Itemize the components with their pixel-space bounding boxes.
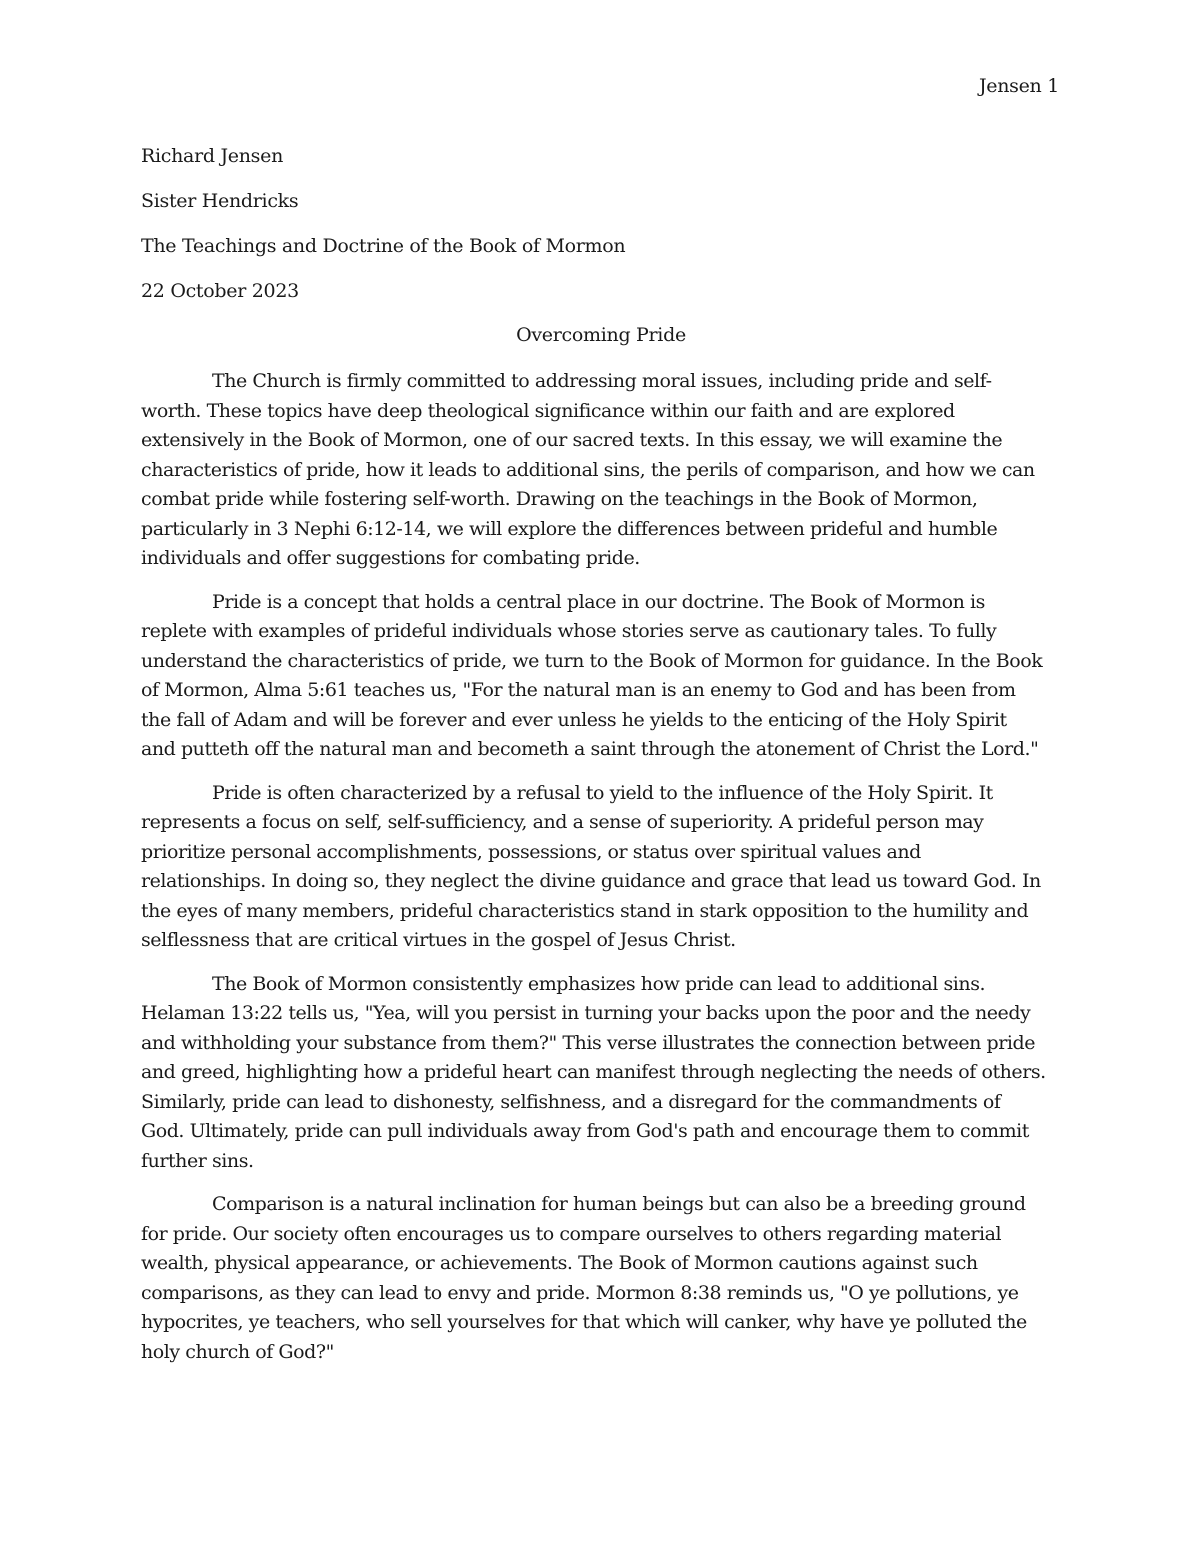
essay-title: Overcoming Pride bbox=[516, 324, 686, 346]
page-header-label: Jensen 1 bbox=[978, 75, 1059, 97]
paragraph-line: combat pride while fostering self-worth. Drawing on the teachings in the Book of Mormon, bbox=[141, 488, 978, 510]
paragraph-line: further sins. bbox=[141, 1149, 254, 1172]
paragraph-line: selflessness that are critical virtues in the gospel of Jesus Christ. bbox=[141, 929, 736, 951]
paragraph-line: and putteth off the natural man and becometh a saint through the atonement of Christ the Lord." bbox=[141, 738, 1039, 760]
paragraph-line: characteristics of pride, how it leads to additional sins, the perils of comparison, and how we can bbox=[141, 458, 1035, 481]
paragraph-line: and withholding your substance from them?" This verse illustrates the connection between pride bbox=[141, 1031, 1035, 1054]
paragraph-line: Comparison is a natural inclination for human beings but can also be a breeding ground bbox=[212, 1193, 1026, 1215]
paragraph-line: Pride is a concept that holds a central place in our doctrine. The Book of Mormon is bbox=[212, 590, 985, 613]
paragraph-line: individuals and offer suggestions for combating pride. bbox=[141, 547, 640, 569]
paragraph-line: The Book of Mormon consistently emphasizes how pride can lead to additional sins. bbox=[212, 972, 986, 995]
paragraph-line: comparisons, as they can lead to envy and pride. Mormon 8:38 reminds us, "O ye pollutions, ye bbox=[141, 1281, 1019, 1304]
paragraph-line: the eyes of many members, prideful characteristics stand in stark opposition to the humility and bbox=[141, 899, 1029, 922]
paragraph-line: particularly in 3 Nephi 6:12-14, we will explore the differences between prideful and humble bbox=[141, 517, 998, 540]
paragraph-line: Similarly, pride can lead to dishonesty, selfishness, and a disregard for the commandments of bbox=[141, 1090, 1001, 1113]
paragraph-line: worth. These topics have deep theological significance within our faith and are explored bbox=[141, 399, 955, 422]
essay-body bbox=[141, 367, 1061, 1381]
paragraph-line: for pride. Our society often encourages us to compare ourselves to others regarding material bbox=[141, 1222, 1002, 1245]
paragraph-line: the fall of Adam and will be forever and ever unless he yields to the enticing of the Holy Spirit bbox=[141, 708, 1007, 731]
paragraph-line: and greed, highlighting how a prideful heart can manifest through neglecting the needs of others. bbox=[141, 1061, 1046, 1083]
paragraph bbox=[141, 1190, 1061, 1367]
paragraph bbox=[141, 779, 1061, 956]
paragraph-line: represents a focus on self, self-sufficiency, and a sense of superiority. A prideful person may bbox=[141, 811, 984, 833]
paragraph-line: God. Ultimately, pride can pull individuals away from God's path and encourage them to commit bbox=[141, 1120, 1029, 1142]
paragraph-line: hypocrites, ye teachers, who sell yourselves for that which will canker, why have ye polluted the bbox=[141, 1311, 1027, 1333]
paragraph bbox=[141, 970, 1061, 1177]
paragraph-line: understand the characteristics of pride, we turn to the Book of Mormon for guidance. In the Book bbox=[141, 649, 1043, 672]
mla-heading bbox=[141, 144, 1061, 324]
paragraph-line: extensively in the Book of Mormon, one of our sacred texts. In this essay, we will examine the bbox=[141, 429, 1003, 451]
paragraph-line: holy church of God?" bbox=[141, 1340, 334, 1363]
paragraph-line: The Church is firmly committed to addressing moral issues, including pride and self- bbox=[212, 370, 992, 392]
essay-date: 22 October 2023 bbox=[141, 280, 299, 302]
paragraph-line: of Mormon, Alma 5:61 teaches us, "For the natural man is an enemy to God and has been from bbox=[141, 679, 1016, 701]
course-name: The Teachings and Doctrine of the Book of Mormon bbox=[141, 235, 626, 257]
paragraph-line: wealth, physical appearance, or achievements. The Book of Mormon cautions against such bbox=[141, 1252, 978, 1274]
paragraph-line: relationships. In doing so, they neglect the divine guidance and grace that lead us toward God. In bbox=[141, 870, 1041, 892]
paragraph-line: Pride is often characterized by a refusal to yield to the influence of the Holy Spirit. It bbox=[212, 781, 993, 804]
paragraph-line: replete with examples of prideful individuals whose stories serve as cautionary tales. To fully bbox=[141, 620, 997, 642]
student-name: Richard Jensen bbox=[141, 145, 284, 167]
paragraph-line: prioritize personal accomplishments, possessions, or status over spiritual values and bbox=[141, 840, 921, 863]
paragraph-line: Helaman 13:22 tells us, "Yea, will you persist in turning your backs upon the poor and the needy bbox=[141, 1002, 1031, 1024]
instructor-name: Sister Hendricks bbox=[141, 190, 299, 212]
paragraph bbox=[141, 588, 1061, 765]
paragraph bbox=[141, 367, 1061, 574]
